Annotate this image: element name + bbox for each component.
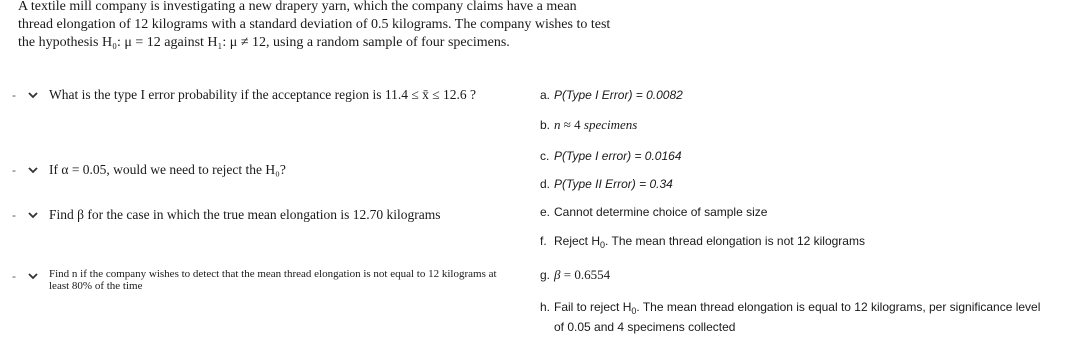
- answer-select-2[interactable]: [26, 163, 40, 177]
- choice-text: P(Type I Error) = 0.0082: [554, 88, 683, 102]
- problem-line: the hypothesis H₀: μ = 12 against H₁: μ ≠ 12, using a random sample of four specimens.: [18, 35, 510, 50]
- question-text-line: Find n if the company wishes to detect that the mean thread elongation is not equal to 12 kilograms at: [49, 268, 497, 280]
- question-dash: -: [12, 208, 16, 222]
- choice-symbol: β: [554, 267, 561, 282]
- answer-select-1[interactable]: [26, 88, 40, 102]
- choice-text: of 0.05 and 4 specimens collected: [554, 320, 736, 334]
- choice-text: . The mean thread elongation is not 12 kilograms: [605, 234, 865, 248]
- answer-choice-b: [540, 117, 637, 133]
- problem-line: A textile mill company is investigating a new drapery yarn, which the company claims have a mean: [18, 0, 577, 14]
- answer-choice-f: [540, 233, 865, 253]
- choice-text: Fail to reject H: [554, 300, 632, 314]
- answer-choice-d: [540, 176, 673, 192]
- question-text-line: least 80% of the time: [49, 280, 143, 292]
- problem-line: thread elongation of 12 kilograms with a standard deviation of 0.5 kilograms. The company wishes to test: [18, 17, 611, 32]
- answer-choice-c: [540, 148, 682, 164]
- choice-text: Reject H: [554, 234, 601, 248]
- choice-relation: ≈ 4: [560, 117, 584, 132]
- chevron-down-icon: [28, 167, 38, 174]
- choice-letter: d.: [540, 177, 551, 191]
- choice-letter: b.: [540, 118, 551, 132]
- question-dash: -: [12, 269, 16, 283]
- choice-text: Cannot determine choice of sample size: [554, 205, 768, 219]
- question-text: What is the type I error probability if the acceptance region is 11.4 ≤ x̄ ≤ 12.6 ?: [49, 87, 477, 102]
- question-row-2: [12, 162, 286, 178]
- choice-text: = 0.6554: [560, 267, 611, 282]
- choice-variable: n: [554, 117, 561, 132]
- choice-text: . The mean thread elongation is equal to 12 kilograms, per significance level: [636, 300, 1041, 314]
- answer-select-4[interactable]: [26, 269, 40, 283]
- answer-choice-g: [540, 267, 610, 283]
- chevron-down-icon: [28, 212, 38, 219]
- choice-text: specimens: [583, 117, 638, 132]
- question-dash: -: [12, 88, 16, 102]
- chevron-down-icon: [28, 92, 38, 99]
- answer-choices: [540, 0, 1079, 344]
- choice-text: P(Type I error) = 0.0164: [554, 149, 682, 163]
- choice-letter: a.: [540, 88, 551, 102]
- choice-letter: f.: [540, 234, 547, 248]
- question-dash: -: [12, 163, 16, 177]
- answer-select-3[interactable]: [26, 208, 40, 222]
- choice-subscript: 0: [631, 306, 637, 316]
- question-text: If α = 0.05, would we need to reject the H₀?: [49, 162, 286, 177]
- choice-text: P(Type II Error) = 0.34: [554, 177, 673, 191]
- question-row-4: [12, 268, 544, 292]
- question-row-3: [12, 207, 441, 223]
- choice-letter: h.: [540, 300, 551, 314]
- choice-letter: g.: [540, 268, 551, 282]
- choice-subscript: 0: [600, 240, 606, 250]
- choice-letter: c.: [540, 149, 550, 163]
- answer-choice-a: [540, 87, 683, 103]
- question-text: Find β for the case in which the true mean elongation is 12.70 kilograms: [49, 207, 441, 222]
- answer-choice-e: [540, 204, 767, 220]
- choice-letter: e.: [540, 205, 551, 219]
- answer-choice-h: [540, 299, 1040, 335]
- question-text: [49, 268, 544, 292]
- question-row-1: [12, 87, 476, 103]
- chevron-down-icon: [28, 273, 38, 280]
